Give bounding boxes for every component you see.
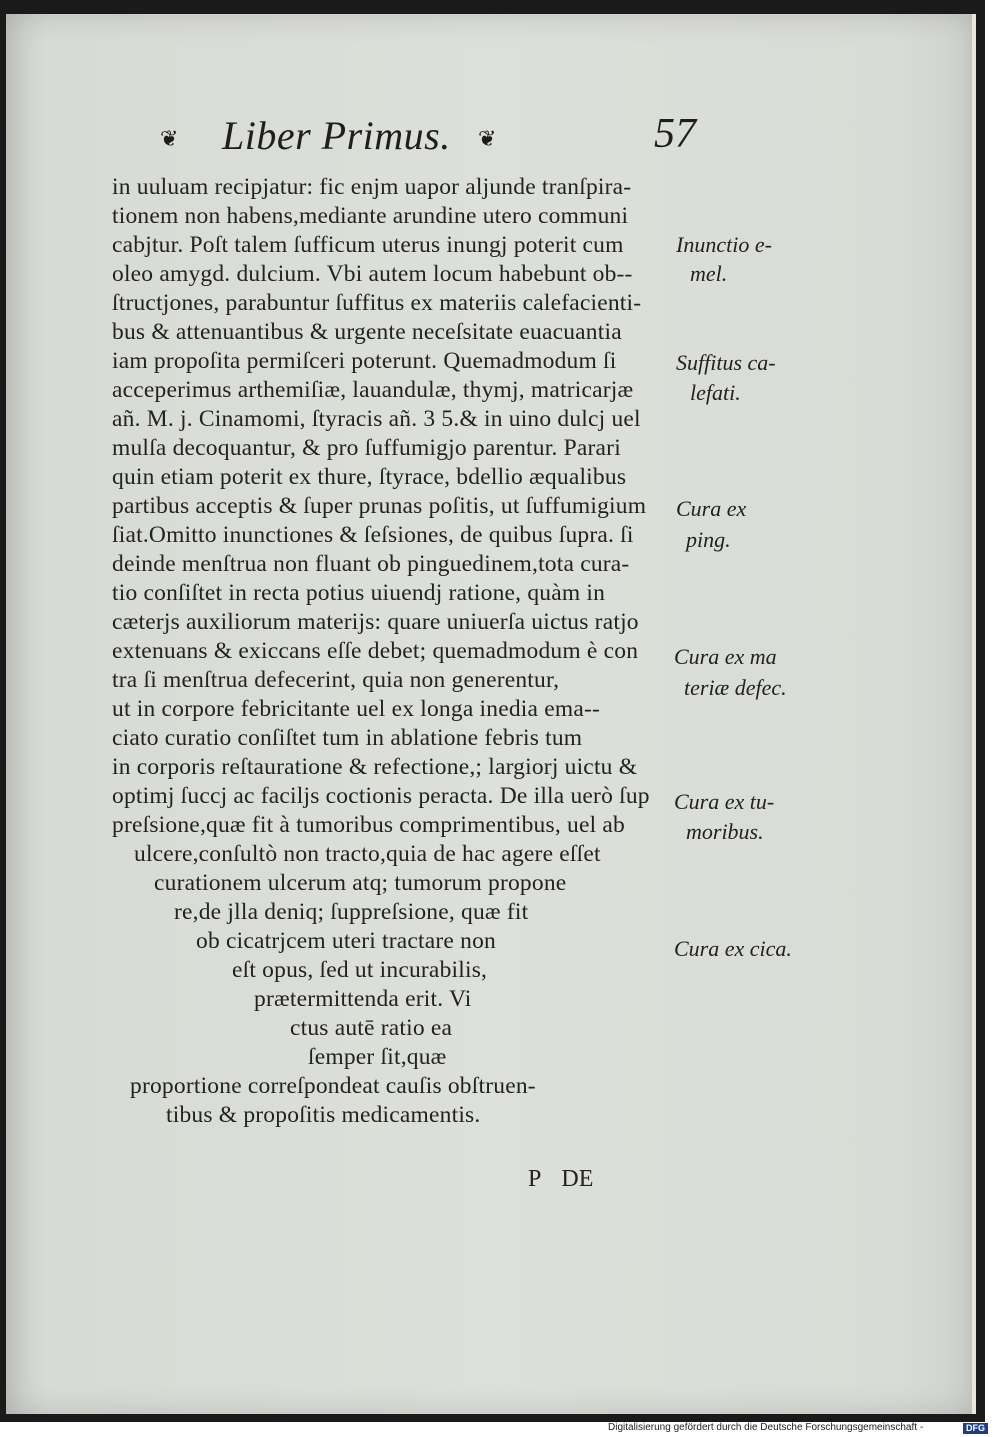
text-line: re,de jlla deniq; ſuppreſsione, quæ fit xyxy=(174,899,529,925)
text-line: tibus & propoſitis medicamentis. xyxy=(166,1102,481,1128)
text-line: tio conſiſtet in recta potius uiuendj ratione, quàm in xyxy=(112,580,606,606)
fleuron-ornament-icon: ❦ xyxy=(478,126,497,151)
catchword: DE xyxy=(561,1166,594,1192)
text-line: quin etiam poterit ex thure, ſtyrace, bdellio æqualibus xyxy=(112,464,627,490)
text-line: eſt opus, ſed ut incurabilis, xyxy=(232,957,488,983)
signature-mark: P xyxy=(528,1166,542,1192)
margin-note: Cura ex xyxy=(676,496,747,521)
text-line: acceperimus arthemiſiæ, lauandulæ, thymj, matricarjæ xyxy=(112,377,634,403)
text-line: ulcere,conſultò non tracto,quia de hac agere eſſet xyxy=(134,841,601,867)
folio-number: 57 xyxy=(654,111,696,157)
margin-note: teriæ defec. xyxy=(684,675,787,700)
text-line: curationem ulcerum atq; tumorum propone xyxy=(154,870,567,896)
text-line: in corporis reſtauratione & refectione,; largiorj uictu & xyxy=(112,754,638,780)
digitization-attribution: Digitalisierung gefördert durch die Deutsche Forschungsgemeinschaft - xyxy=(608,1422,924,1433)
page-edge xyxy=(972,14,976,1414)
margin-note: Inunctio e- xyxy=(676,232,772,257)
margin-note: lefati. xyxy=(690,380,741,405)
text-line: oleo amygd. dulcium. Vbi autem locum habebunt ob-- xyxy=(112,261,633,287)
running-head xyxy=(160,110,720,166)
text-line: partibus acceptis & ſuper prunas poſitis, ut ſuffumigium xyxy=(112,493,647,519)
text-line: tra ſi menſtrua defecerint, quia non generentur, xyxy=(112,667,560,693)
text-line: mulſa decoquantur, & pro ſuffumigjo parentur. Parari xyxy=(112,435,621,461)
text-line: bus & attenuantibus & urgente neceſsitate euacuantia xyxy=(112,319,622,345)
margin-note: Cura ex ma xyxy=(674,644,777,669)
text-line: ob cicatrjcem uteri tractare non xyxy=(196,928,496,954)
text-line: prætermittenda erit. Vi xyxy=(254,986,472,1012)
text-line: cabjtur. Poſt talem ſufficum uterus inungj poterit cum xyxy=(112,232,624,258)
margin-note: moribus. xyxy=(686,819,764,844)
text-line: ciato curatio conſiſtet tum in ablatione febris tum xyxy=(112,725,583,751)
dfg-logo: DFG xyxy=(963,1423,988,1434)
text-line: extenuans & exiccans eſſe debet; quemadmodum è con xyxy=(112,638,639,664)
text-line: ſiat.Omitto inunctiones & ſeſsiones, de quibus ſupra. ſi xyxy=(112,522,634,548)
text-line: ſtructjones, parabuntur ſuffitus ex materiis calefacienti- xyxy=(112,290,642,316)
margin-note: Cura ex tu- xyxy=(674,789,775,814)
text-line: ſemper ſit,quæ xyxy=(308,1044,447,1070)
margin-note: ping. xyxy=(686,527,731,552)
text-line: in uuluam recipjatur: fic enjm uapor aljunde tranſpira- xyxy=(112,174,632,200)
fleuron-ornament-icon: ❦ xyxy=(160,126,179,151)
margin-note: Suffitus ca- xyxy=(676,350,776,375)
text-line: añ. M. j. Cinamomi, ſtyracis añ. 3 5.& in uino dulcj uel xyxy=(112,406,641,432)
text-line: ut in corpore febricitante uel ex longa inedia ema-- xyxy=(112,696,601,722)
text-line: iam propoſita permiſceri poterunt. Quemadmodum ſi xyxy=(112,348,617,374)
text-line: preſsione,quæ fit à tumoribus comprimentibus, uel ab xyxy=(112,812,625,838)
text-line: optimj ſuccj ac faciljs coctionis peracta. De illa uerò ſup xyxy=(112,783,650,809)
text-line: cæterjs auxiliorum materijs: quare uniuerſa uictus ratjo xyxy=(112,609,639,635)
running-title: Liber Primus. xyxy=(222,113,451,158)
text-line: proportione correſpondeat cauſis obſtruen- xyxy=(130,1073,536,1099)
text-line: tionem non habens,mediante arundine utero communi xyxy=(112,203,629,229)
margin-note: Cura ex cica. xyxy=(674,936,792,961)
signature-line xyxy=(528,1166,593,1193)
text-line: deinde menſtrua non fluant ob pinguedinem,tota cura- xyxy=(112,551,630,577)
text-line: ctus autē ratio ea xyxy=(290,1015,453,1041)
margin-note: mel. xyxy=(690,261,728,286)
